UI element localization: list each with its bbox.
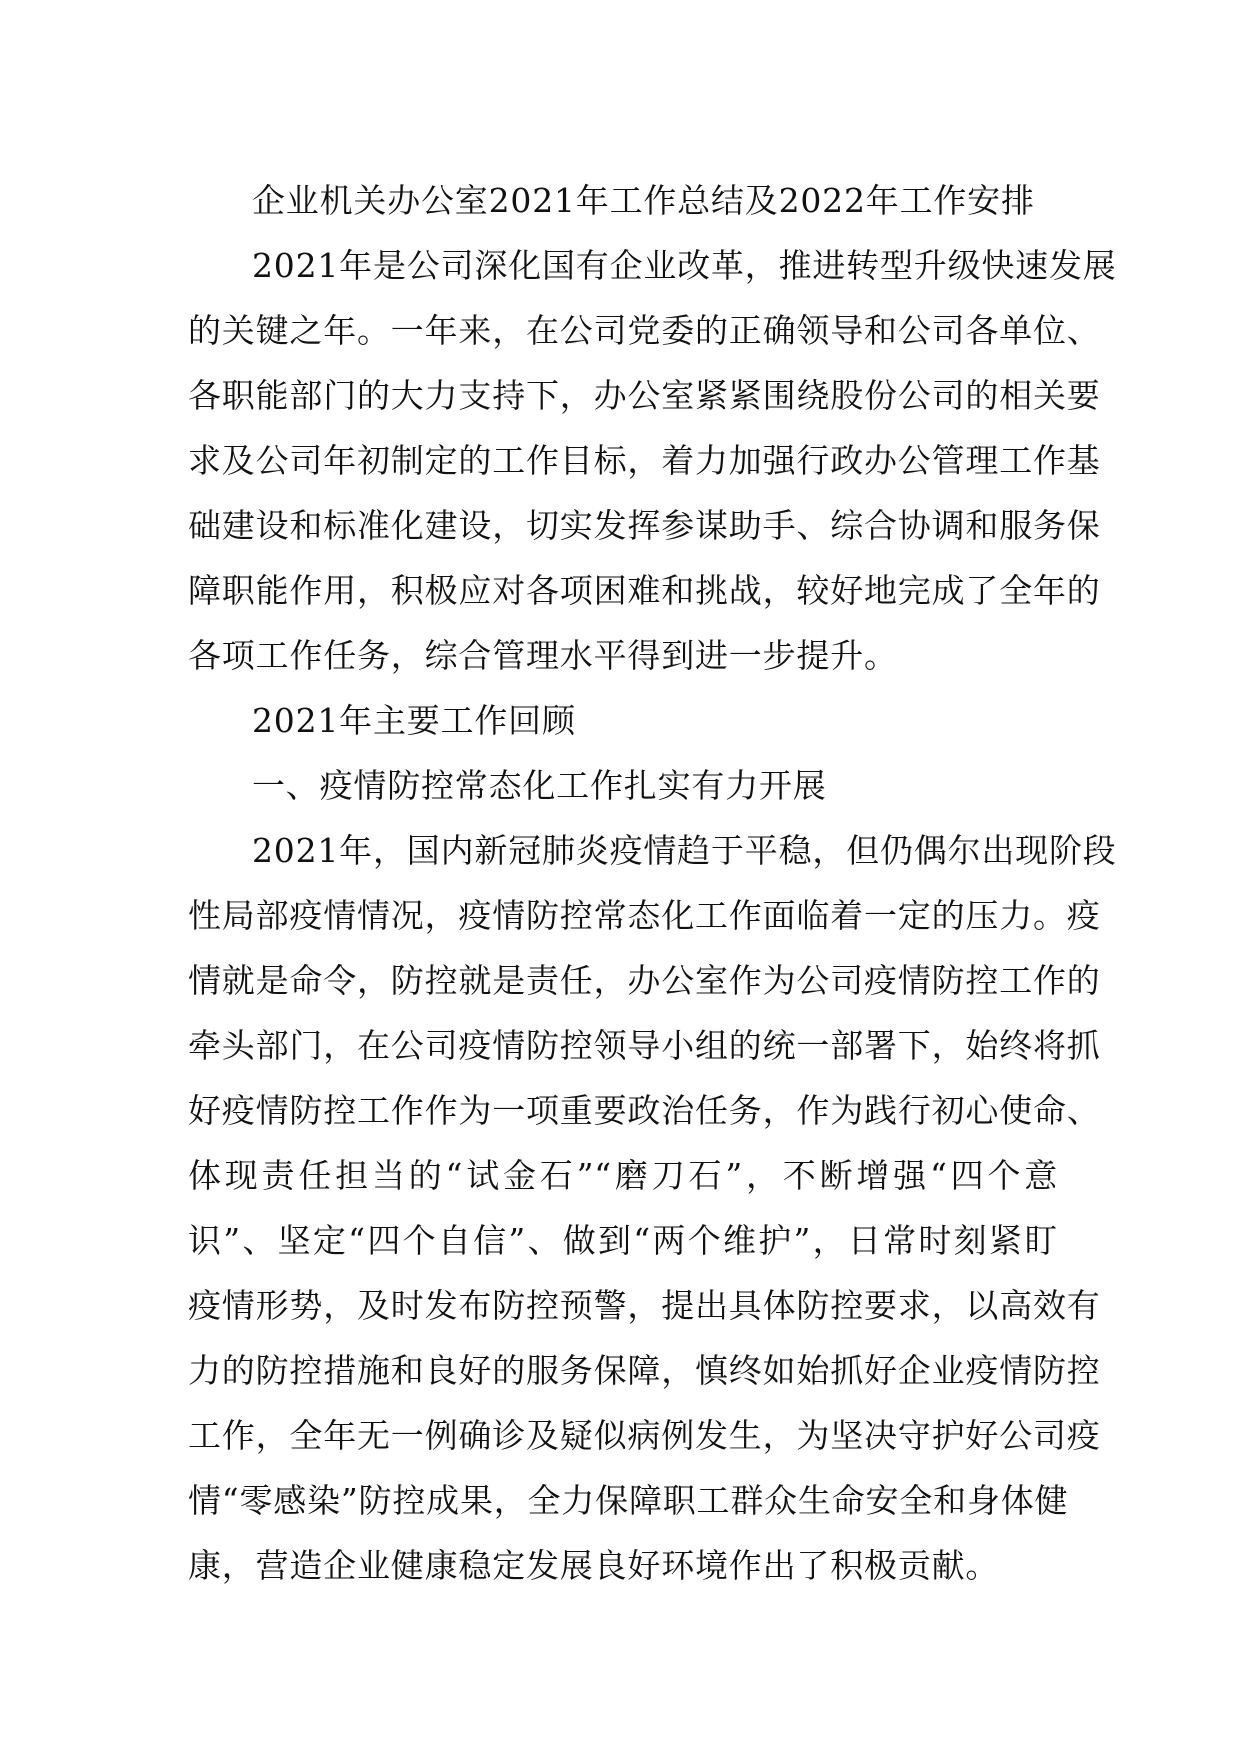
section-line: 性局部疫情情况，疫情防控常态化工作面临着一定的压力。疫 <box>188 896 1101 935</box>
section-line: 工作，全年无一例确诊及疑似病例发生，为坚决守护好公司疫 <box>188 1416 1101 1455</box>
section-line: 疫情形势，及时发布防控预警，提出具体防控要求，以高效有 <box>188 1286 1101 1325</box>
section-line: 情就是命令，防控就是责任，办公室作为公司疫情防控工作的 <box>188 961 1101 1000</box>
section-line: 情“零感染”防控成果，全力保障职工群众生命安全和身体健 <box>188 1481 1069 1520</box>
section-line: 牵头部门，在公司疫情防控领导小组的统一部署下，始终将抓 <box>188 1026 1101 1065</box>
intro-line: 各职能部门的大力支持下，办公室紧紧围绕股份公司的相关要 <box>188 376 1101 415</box>
intro-line: 求及公司年初制定的工作目标，着力加强行政办公管理工作基 <box>188 441 1101 480</box>
section-line: 康，营造企业健康稳定发展良好环境作出了积极贡献。 <box>188 1546 1000 1585</box>
section-line: 体现责任担当的“试金石”“磨刀石”，不断增强“四个意 <box>188 1156 1058 1195</box>
section-line: 好疫情防控工作作为一项重要政治任务，作为践行初心使命、 <box>188 1091 1101 1130</box>
section-line: 识”、坚定“四个自信”、做到“两个维护”，日常时刻紧盯 <box>188 1221 1058 1260</box>
section-heading: 一、疫情防控常态化工作扎实有力开展 <box>252 766 827 805</box>
section-line: 力的防控措施和良好的服务保障，慎终如始抓好企业疫情防控 <box>188 1351 1101 1390</box>
intro-line: 障职能作用，积极应对各项困难和挑战，较好地完成了全年的 <box>188 571 1101 610</box>
intro-line: 2021年是公司深化国有企业改革，推进转型升级快速发展 <box>252 246 1117 285</box>
review-heading: 2021年主要工作回顾 <box>252 701 576 740</box>
intro-line: 各项工作任务，综合管理水平得到进一步提升。 <box>188 636 898 675</box>
section-line: 2021年，国内新冠肺炎疫情趋于平稳，但仍偶尔出现阶段 <box>252 831 1117 870</box>
intro-line: 的关键之年。一年来，在公司党委的正确领导和公司各单位、 <box>188 311 1101 350</box>
document-body <box>188 168 1117 1598</box>
document-title: 企业机关办公室2021年工作总结及2022年工作安排 <box>252 181 1035 220</box>
intro-line: 础建设和标准化建设，切实发挥参谋助手、综合协调和服务保 <box>188 506 1101 545</box>
